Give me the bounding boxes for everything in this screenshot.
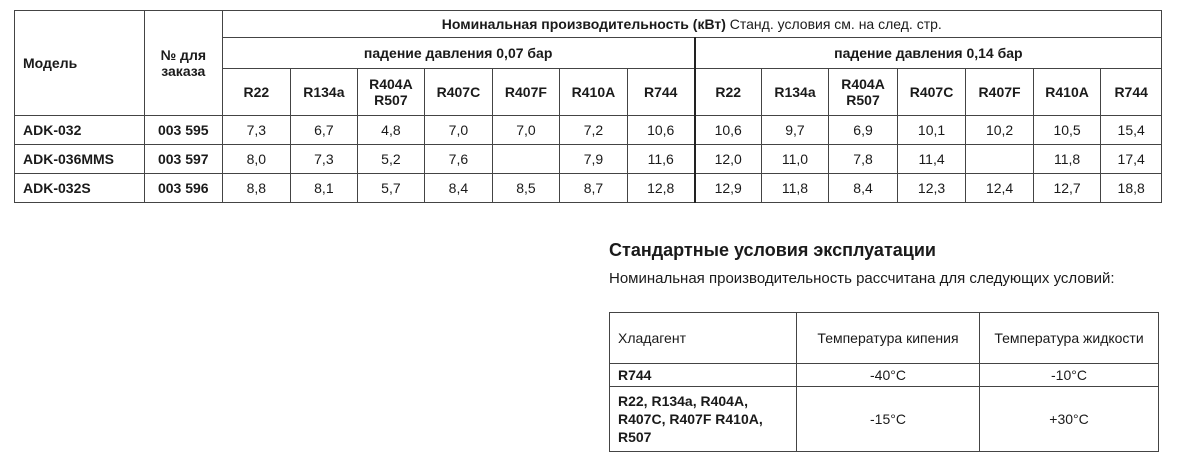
refrigerant-header: R134a — [761, 69, 829, 116]
refrigerant-header: R407F — [966, 69, 1034, 116]
table-row — [15, 145, 1162, 174]
refrigerant-header: R22 — [222, 69, 291, 116]
capacity-cell: 7,0 — [425, 116, 493, 145]
table-row — [610, 387, 1159, 452]
capacity-cell: 8,8 — [222, 174, 291, 203]
capacity-cell: 11,0 — [761, 145, 829, 174]
pressure-drop-007-header: падение давления 0,07 бар — [222, 38, 695, 69]
capacity-cell: 11,8 — [1033, 145, 1101, 174]
capacity-cell: 4,8 — [357, 116, 425, 145]
capacity-cell: 11,4 — [897, 145, 966, 174]
conditions-table — [609, 312, 1159, 452]
capacity-cell: 10,5 — [1033, 116, 1101, 145]
capacity-cell: 18,8 — [1101, 174, 1162, 203]
capacity-cell: 7,0 — [492, 116, 560, 145]
capacity-cell: 5,7 — [357, 174, 425, 203]
capacity-cell: 10,6 — [695, 116, 762, 145]
nominal-capacity-header — [222, 11, 1161, 38]
refrigerant-header: R744 — [1101, 69, 1162, 116]
capacity-cell: 8,0 — [222, 145, 291, 174]
capacity-cell: 8,4 — [425, 174, 493, 203]
capacity-cell: 17,4 — [1101, 145, 1162, 174]
liquid-temp-cell: -10°C — [980, 364, 1159, 387]
capacity-cell: 12,7 — [1033, 174, 1101, 203]
capacity-cell: 12,3 — [897, 174, 966, 203]
capacity-cell — [966, 145, 1034, 174]
capacity-cell — [492, 145, 560, 174]
order-number-cell: 003 595 — [145, 116, 223, 145]
boiling-temp-header: Температура кипения — [797, 313, 980, 364]
capacity-cell: 12,8 — [627, 174, 695, 203]
capacity-cell: 10,2 — [966, 116, 1034, 145]
capacity-table — [14, 10, 1162, 203]
table-row — [15, 174, 1162, 203]
capacity-cell: 8,4 — [829, 174, 898, 203]
capacity-cell: 9,7 — [761, 116, 829, 145]
capacity-cell: 12,9 — [695, 174, 762, 203]
boiling-temp-cell: -40°C — [797, 364, 980, 387]
refrigerant-header: R410A — [560, 69, 628, 116]
order-number-cell: 003 597 — [145, 145, 223, 174]
order-header: № для заказа — [145, 11, 223, 116]
refrigerant-header: R407C — [897, 69, 966, 116]
capacity-cell: 8,5 — [492, 174, 560, 203]
refrigerant-header: R407F — [492, 69, 560, 116]
capacity-cell: 8,1 — [291, 174, 358, 203]
refrigerant-header: R404A R507 — [357, 69, 425, 116]
capacity-cell: 7,6 — [425, 145, 493, 174]
nominal-capacity-label: Номинальная производительность (кВт) — [441, 16, 726, 32]
capacity-cell: 7,2 — [560, 116, 628, 145]
capacity-cell: 6,9 — [829, 116, 898, 145]
capacity-cell: 7,9 — [560, 145, 628, 174]
capacity-cell: 8,7 — [560, 174, 628, 203]
capacity-cell: 12,0 — [695, 145, 762, 174]
capacity-cell: 11,8 — [761, 174, 829, 203]
refrigerant-header: R407C — [425, 69, 493, 116]
model-cell: ADK-032 — [15, 116, 145, 145]
capacity-cell: 7,3 — [222, 116, 291, 145]
capacity-cell: 7,3 — [291, 145, 358, 174]
refrigerant-cell: R22, R134a, R404A, R407C, R407F R410A, R507 — [610, 387, 797, 452]
capacity-cell: 7,8 — [829, 145, 898, 174]
capacity-cell: 11,6 — [627, 145, 695, 174]
boiling-temp-cell: -15°C — [797, 387, 980, 452]
refrigerant-header: R404A R507 — [829, 69, 898, 116]
refrigerant-header: R744 — [627, 69, 695, 116]
table-row — [15, 116, 1162, 145]
table-row — [610, 364, 1159, 387]
refrigerant-cell: R744 — [610, 364, 797, 387]
conditions-subtitle: Номинальная производительность рассчитана для следующих условий: — [609, 270, 1115, 287]
refrigerant-header: R22 — [695, 69, 762, 116]
model-header: Модель — [15, 11, 145, 116]
capacity-cell: 5,2 — [357, 145, 425, 174]
capacity-cell: 15,4 — [1101, 116, 1162, 145]
liquid-temp-cell: +30°C — [980, 387, 1159, 452]
capacity-cell: 6,7 — [291, 116, 358, 145]
order-number-cell: 003 596 — [145, 174, 223, 203]
liquid-temp-header: Температура жидкости — [980, 313, 1159, 364]
conditions-title: Стандартные условия эксплуатации — [609, 240, 936, 260]
capacity-cell: 12,4 — [966, 174, 1034, 203]
model-cell: ADK-036MMS — [15, 145, 145, 174]
nominal-capacity-note: Станд. условия см. на след. стр. — [729, 16, 942, 32]
refrigerant-header: R410A — [1033, 69, 1101, 116]
refrigerant-header: R134a — [291, 69, 358, 116]
capacity-cell: 10,6 — [627, 116, 695, 145]
pressure-drop-014-header: падение давления 0,14 бар — [695, 38, 1162, 69]
model-cell: ADK-032S — [15, 174, 145, 203]
capacity-cell: 10,1 — [897, 116, 966, 145]
refrigerant-column-header: Хладагент — [610, 313, 797, 364]
